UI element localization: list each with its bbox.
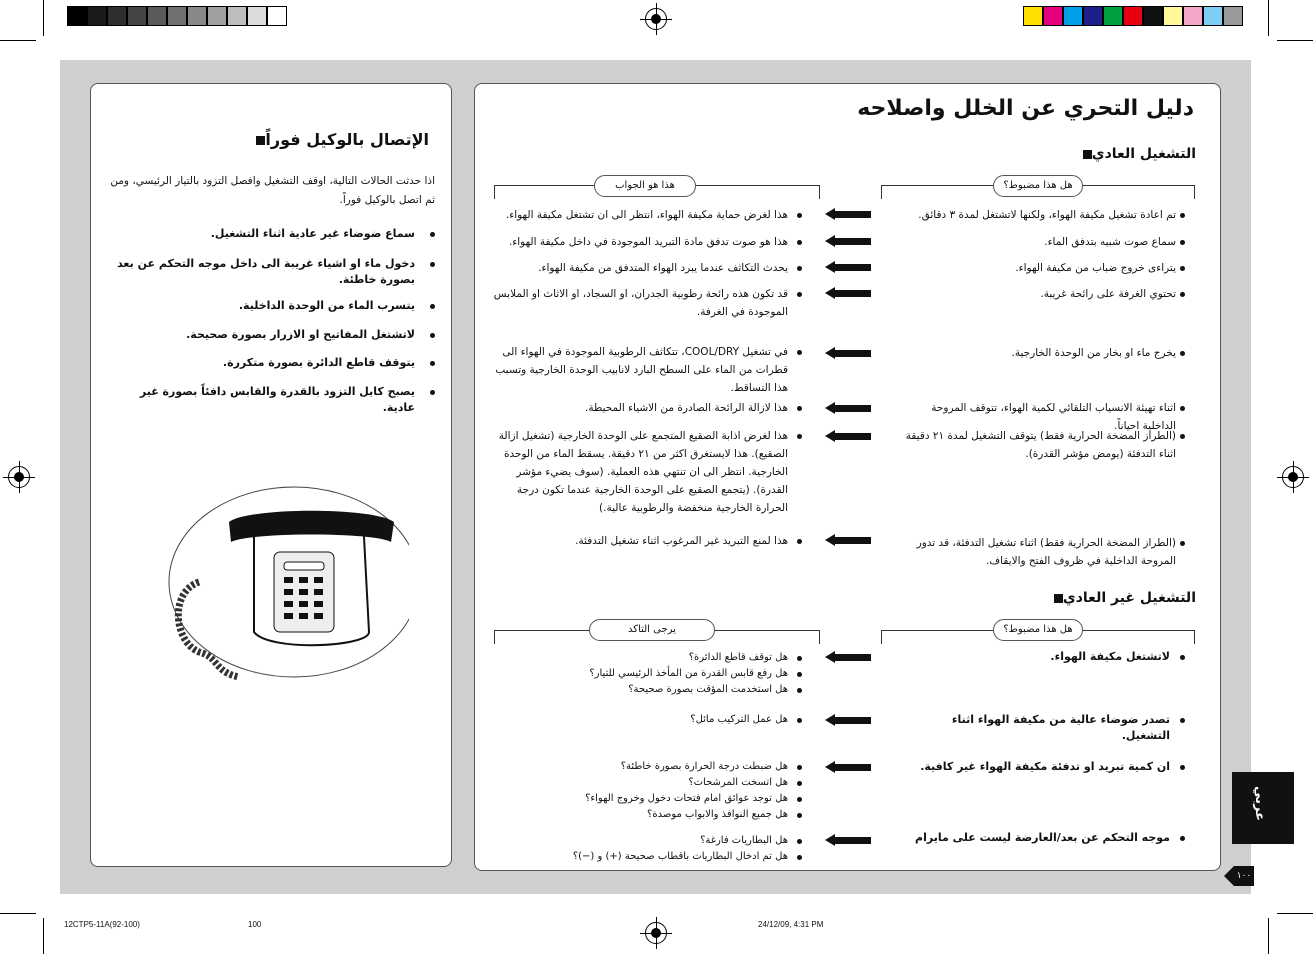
swatch [267,6,287,26]
bullet-icon [797,718,802,723]
left-arrow-icon [825,834,871,846]
left-arrow-icon [825,534,871,546]
registration-mark-icon [8,466,30,488]
swatch [247,6,267,26]
swatch [67,6,87,26]
bullet-icon [430,333,435,338]
contact-dealer-panel [90,83,452,867]
contact-dealer-intro: اذا حدثت الحالات التالية، اوقف التشغيل وافصل التزود بالتيار الرئيسي، ومن ثم اتصل بالوكيل فوراً. [110,175,435,206]
bullet-icon [797,350,802,355]
swatch [1203,6,1223,26]
bullet-icon [1180,655,1185,660]
swatch [227,6,247,26]
normal-answer: هذا لمنع التبريد غير المرغوب اثناء تشغيل التدفئة. [575,535,788,547]
abnormal-question: لاتشتغل مكيفة الهواء. [1050,650,1170,663]
bullet-icon [797,855,802,860]
swatch [1023,6,1043,26]
left-arrow-icon [825,208,871,220]
page-number-badge [1224,866,1254,886]
bullet-icon [797,434,802,439]
left-arrow-icon [825,261,871,273]
bullet-icon [1180,213,1185,218]
bullet-icon [797,266,802,271]
swatch [187,6,207,26]
abnormal-question: موجه التحكم عن بعد/العارضة ليست على مايرام [915,831,1170,844]
check-item: هل ضبطت درجة الحرارة بصورة خاطئة؟ [620,761,788,772]
swatch [1103,6,1123,26]
abnormal-operation-heading: التشغيل غير العادي [1048,590,1196,606]
language-tab [1232,772,1294,844]
bullet-icon [1180,541,1185,546]
normal-question: (الطراز المضخة الحرارية فقط) اثناء تشغيل التدفئة، قد تدور المروحة الداخلية في ظروف الفتح والايقاف. [916,537,1176,567]
bullet-icon [1180,718,1185,723]
bullet-icon [797,292,802,297]
normal-question: يخرج ماء او بخار من الوحدة الخارجية. [1011,347,1176,359]
contact-dealer-item: لاتشتغل المفاتيح او الازرار بصورة صحيحة. [186,328,415,341]
left-arrow-icon [825,714,871,726]
footer-date: 24/12/09, 4:31 PM [758,920,824,929]
contact-dealer-item: دخول ماء او اشياء غريبة الى داخل موجه التحكم عن بعد بصورة خاطئة. [117,257,415,286]
left-arrow-icon [825,402,871,414]
bullet-icon [797,672,802,677]
normal-answer: هذا لغرض حماية مكيفة الهواء، انتظر الى ان تشتغل مكيفة الهواء. [505,209,788,221]
swatch [207,6,227,26]
bullet-icon [430,232,435,237]
normal-question: سماع صوت شبيه بتدفق الماء. [1044,236,1176,248]
abnormal-question: ان كمية تبريد او تدفئة مكيفة الهواء غير كافية. [920,760,1170,773]
question-column-label: هل هذا مضبوط؟ [993,619,1083,641]
swatch [87,6,107,26]
contact-dealer-item: يتوقف قاطع الدائرة بصورة متكررة. [222,356,415,369]
page-number: ١٠٠ [1234,866,1254,886]
swatch [1143,6,1163,26]
check-item: هل جميع النوافذ والابواب موصدة؟ [647,809,788,820]
normal-question: (الطراز المضخة الحرارية فقط) يتوقف التشغيل لمدة ٢١ دقيقة اثناء التدفئة (يومض مؤشر القدرة). [905,430,1176,460]
bullet-icon [430,262,435,267]
square-bullet-icon [1083,150,1092,159]
bullet-icon [797,781,802,786]
check-item: هل اتسخت المرشحات؟ [688,777,788,788]
bullet-icon [797,797,802,802]
normal-answer: في تشغيل COOL/DRY، تتكاثف الرطوبية الموجودة في الهواء الى قطرات من الماء على السطح البارد لانابيب الوحدة الخارجية وتسبب هذا التساقط. [495,346,788,394]
left-arrow-icon [825,287,871,299]
check-item: هل توقف قاطع الدائرة؟ [688,652,788,663]
troubleshooting-panel [474,83,1221,871]
check-item: هل رفع قابس القدرة من المأخذ الرئيسي للتيار؟ [589,668,788,679]
bullet-icon [1180,406,1185,411]
bullet-icon [797,213,802,218]
bullet-icon [797,656,802,661]
bullet-icon [1180,434,1185,439]
bullet-icon [797,688,802,693]
swatch [1043,6,1063,26]
bullet-icon [430,390,435,395]
swatch [107,6,127,26]
language-tab-label: عربي [1252,786,1267,822]
registration-mark-icon [645,8,667,30]
left-arrow-icon [825,347,871,359]
bullet-icon [797,765,802,770]
check-item: هل تم ادخال البطاريات باقطاب صحيحة (+) و (−)؟ [572,851,788,862]
bullet-icon [797,240,802,245]
bullet-icon [1180,836,1185,841]
check-item: هل توجد عوائق امام فتحات دخول وخروج الهواء؟ [585,793,788,804]
footer-file: 12CTP5-11A(92-100) [64,920,140,929]
contact-dealer-item: يتسرب الماء من الوحدة الداخلية. [238,299,415,312]
bullet-icon [430,361,435,366]
normal-question: تم اعادة تشغيل مكيفة الهواء، ولكنها لاتشتغل لمدة ٣ دقائق. [918,209,1176,221]
normal-question: يتراءى خروج ضباب من مكيفة الهواء. [1015,262,1176,274]
swatch [167,6,187,26]
bullet-icon [797,839,802,844]
normal-answer: هذا لغرض اذابة الصقيع المتجمع على الوحدة الخارجية (تشغيل ازالة الصقيع). هذا لايستغرق اكثر من ٢١ دقيقة. يسقط الماء من الوحدة الخارجية. انتظر الى ان تنتهي هذه العملية. (سوف يضيء مؤشر القدرة). (يتجمع الصقيع على الوحدة الخارجية عندما تكون درجة الحرارة الخارجية منخفضة والرطوبية عالية.) [498,430,788,514]
question-column-label: هل هذا مضبوط؟ [993,175,1083,197]
normal-answer: قد تكون هذه رائحة رطوبية الجدران، او السجاد، او الاثاث او الملابس الموجودة في الغرفة. [493,288,788,318]
bullet-icon [430,304,435,309]
bullet-icon [1180,240,1185,245]
swatch [1083,6,1103,26]
normal-answer: هذا هو صوت تدفق مادة التبريد الموجودة في داخل مكيفة الهواء. [508,236,788,248]
check-column-label: يرجى التاكد [589,619,715,641]
answer-column-label: هذا هو الجواب [594,175,696,197]
abnormal-question: تصدر ضوضاء عالية من مكيفة الهواء اثناء التشغيل. [951,713,1170,742]
normal-operation-heading: التشغيل العادي [1077,146,1196,162]
normal-question: تحتوي الغرفة على رائحة غريبة. [1040,288,1176,300]
contact-dealer-item: سماع ضوضاء غير عادية اثناء التشغيل. [210,227,415,240]
check-item: هل استخدمت المؤقت بصورة صحيحة؟ [628,684,788,695]
registration-mark-icon [1282,466,1304,488]
left-arrow-icon [825,430,871,442]
normal-answer: هذا لازالة الرائحة الصادرة من الاشياء المحيطة. [585,402,788,414]
footer-page: 100 [248,920,262,929]
telephone-illustration [159,482,409,682]
swatch [1123,6,1143,26]
square-bullet-icon [1054,594,1063,603]
check-item: هل البطاريات فارغة؟ [700,835,788,846]
swatch [127,6,147,26]
bullet-icon [1180,351,1185,356]
swatch [1063,6,1083,26]
bullet-icon [1180,292,1185,297]
bullet-icon [797,406,802,411]
bullet-icon [797,813,802,818]
left-arrow-icon [825,761,871,773]
bullet-icon [1180,765,1185,770]
left-arrow-icon [825,235,871,247]
page-title: دليل التحري عن الخلل واصلاحه [857,96,1194,121]
bullet-icon [797,539,802,544]
bullet-icon [1180,266,1185,271]
swatch [1163,6,1183,26]
left-arrow-icon [825,651,871,663]
normal-answer: يحدث التكاثف عندما يبرد الهواء المتدفق من مكيفة الهواء. [538,262,788,274]
swatch [147,6,167,26]
contact-dealer-heading: الإتصال بالوكيل فوراً [250,130,429,149]
check-item: هل عمل التركيب مائل؟ [690,714,788,725]
registration-mark-icon [645,922,667,944]
contact-dealer-item: يصبح كابل التزود بالقدرة والقابس دافئاً بصورة غير عادية. [139,385,415,414]
normal-question: اثناء تهيئة الانسياب التلقائي لكمية الهواء، تتوقف المروحة الداخلية احياناً. [931,402,1176,432]
swatch [1183,6,1203,26]
swatch [1223,6,1243,26]
